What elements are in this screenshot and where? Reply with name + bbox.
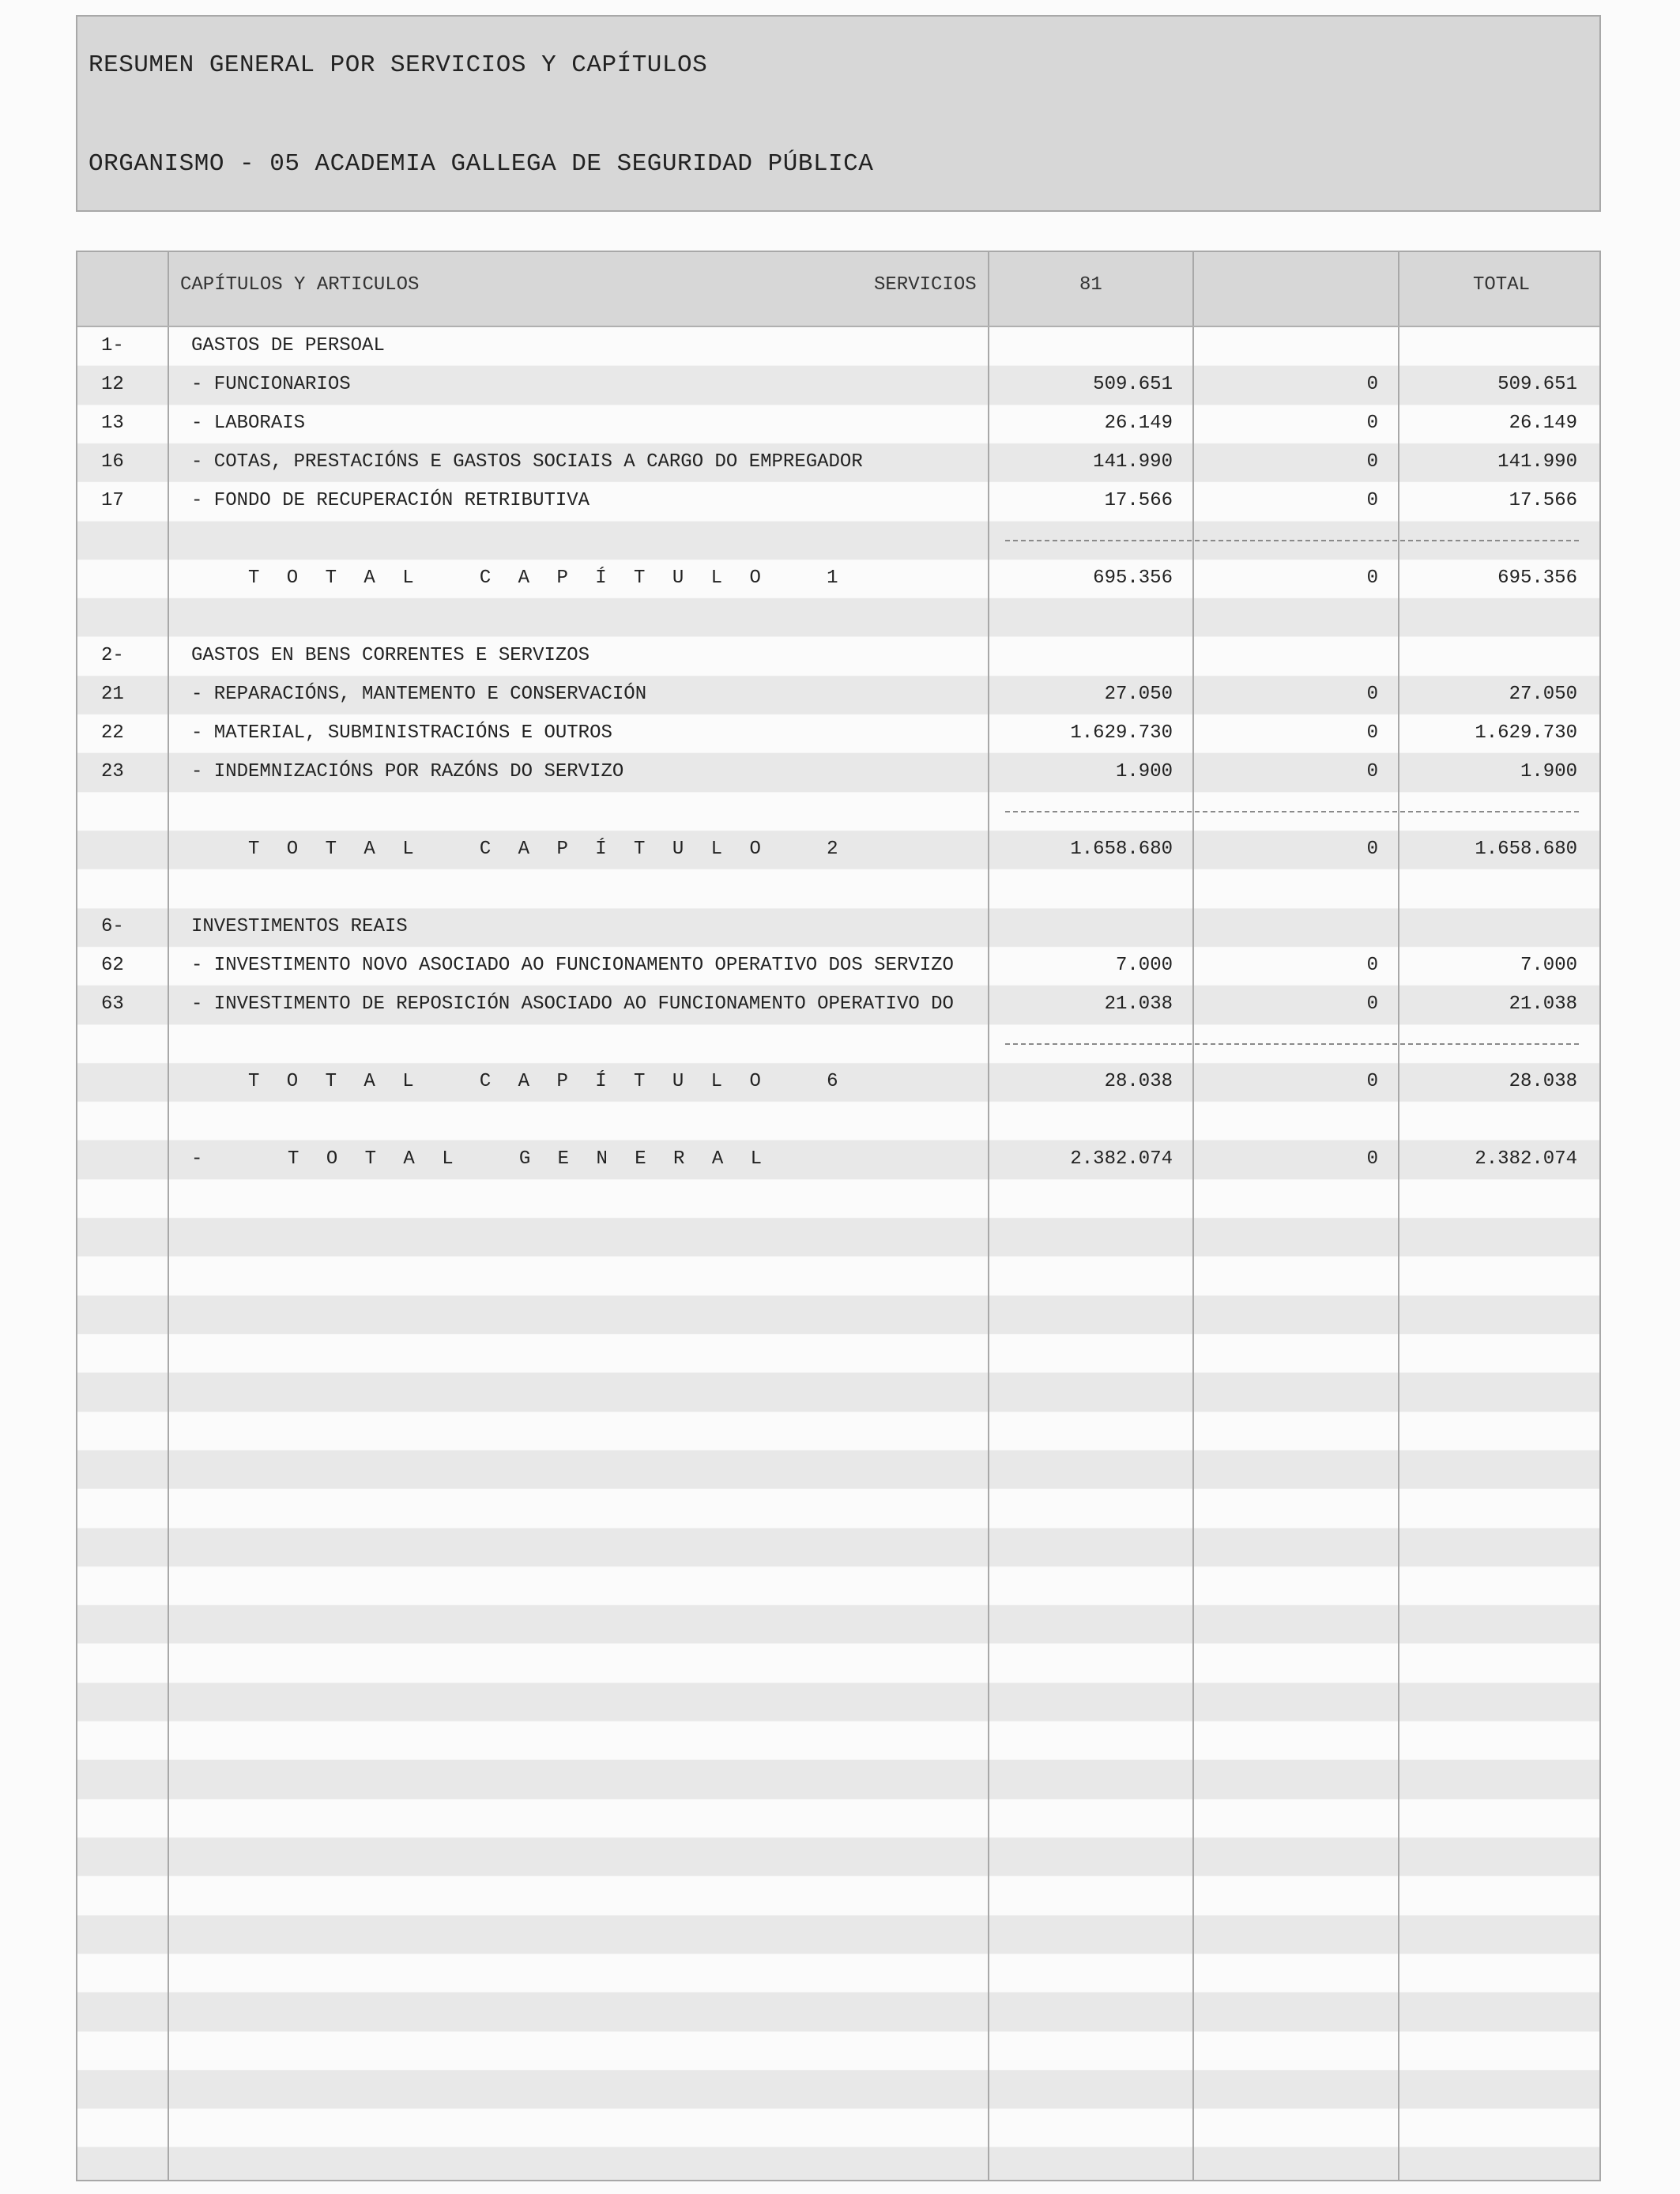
table-row [77,947,1599,986]
row-value-column-2: 0 [1366,684,1378,705]
table-row [77,560,1599,598]
table-row [77,676,1599,714]
row-label: - MATERIAL, SUBMINISTRACIÓNS E OUTROS [191,722,612,744]
row-value-service-81: 7.000 [1115,955,1173,976]
row-code: 63 [101,993,124,1015]
table-row [77,831,1599,869]
row-value-total: 1.629.730 [1475,722,1577,744]
row-value-service-81: 26.149 [1104,413,1173,434]
row-value-column-2: 0 [1366,761,1378,782]
row-value-total: 17.566 [1509,490,1577,511]
row-value-service-81: 27.050 [1104,684,1173,705]
row-label: - INVESTIMENTO NOVO ASOCIADO AO FUNCIONAMENTO OPERATIVO DOS SERVIZO [191,955,954,976]
row-value-column-2: 0 [1366,1071,1378,1092]
table-row [77,598,1599,637]
subtotal-dashed-rule [1005,811,1579,812]
row-value-service-81: 1.658.680 [1070,839,1173,860]
budget-table [76,251,1601,2181]
table-row [77,327,1599,366]
table-row [77,1063,1599,1102]
row-value-column-2: 0 [1366,993,1378,1015]
table-row [77,1024,1599,1063]
table-row [77,637,1599,676]
column-header-capitulos: CAPÍTULOS Y ARTICULOS [180,274,420,296]
row-value-service-81: 141.990 [1093,451,1173,473]
row-value-service-81: 1.629.730 [1070,722,1173,744]
row-code: 17 [101,490,124,511]
row-label: - LABORAIS [191,413,306,434]
row-value-service-81: 17.566 [1104,490,1173,511]
row-value-column-2: 0 [1366,451,1378,473]
row-label: T O T A L C A P Í T U L O 1 [248,567,846,589]
row-value-column-2: 0 [1366,374,1378,395]
row-value-total: 1.658.680 [1475,839,1577,860]
table-row [77,366,1599,405]
row-value-column-2: 0 [1366,413,1378,434]
row-label: - FUNCIONARIOS [191,374,351,395]
row-value-service-81: 28.038 [1104,1071,1173,1092]
row-value-column-2: 0 [1366,490,1378,511]
row-code: 13 [101,413,124,434]
row-label: GASTOS EN BENS CORRENTES E SERVIZOS [191,645,590,666]
row-value-total: 7.000 [1520,955,1577,976]
table-row [77,405,1599,443]
row-code: 23 [101,761,124,782]
row-value-total: 509.651 [1497,374,1577,395]
header-divider [1398,252,1399,326]
row-label: - INDEMNIZACIÓNS POR RAZÓNS DO SERVIZO [191,761,624,782]
row-code: 1- [101,335,124,356]
table-row [77,443,1599,482]
row-label: - T O T A L G E N E R A L [191,1148,770,1170]
table-row [77,1102,1599,1140]
subtotal-dashed-rule [1005,1043,1579,1045]
subtotal-dashed-rule [1005,540,1579,541]
row-value-total: 1.900 [1520,761,1577,782]
row-label: INVESTIMENTOS REAIS [191,916,408,937]
row-code: 2- [101,645,124,666]
row-code: 21 [101,684,124,705]
table-row [77,482,1599,521]
row-label: - FONDO DE RECUPERACIÓN RETRIBUTIVA [191,490,590,511]
row-label: T O T A L C A P Í T U L O 6 [248,1071,846,1092]
row-value-column-2: 0 [1366,839,1378,860]
header-divider [988,252,989,326]
row-value-column-2: 0 [1366,722,1378,744]
report-title: RESUMEN GENERAL POR SERVICIOS Y CAPÍTULOS [89,51,708,79]
header-divider [1192,252,1194,326]
table-row [77,908,1599,947]
row-value-total: 26.149 [1509,413,1577,434]
row-code: 22 [101,722,124,744]
table-header [77,252,1599,327]
row-value-service-81: 2.382.074 [1070,1148,1173,1170]
row-label: T O T A L C A P Í T U L O 2 [248,839,846,860]
row-value-total: 21.038 [1509,993,1577,1015]
table-row [77,986,1599,1024]
row-value-total: 27.050 [1509,684,1577,705]
row-value-total: 141.990 [1497,451,1577,473]
table-row [77,753,1599,792]
table-row [77,1140,1599,1179]
row-value-service-81: 21.038 [1104,993,1173,1015]
table-row [77,521,1599,560]
row-value-service-81: 509.651 [1093,374,1173,395]
table-row [77,869,1599,908]
row-code: 16 [101,451,124,473]
row-value-total: 2.382.074 [1475,1148,1577,1170]
report-header [76,15,1601,212]
row-value-total: 28.038 [1509,1071,1577,1092]
row-label: - COTAS, PRESTACIÓNS E GASTOS SOCIAIS A CARGO DO EMPREGADOR [191,451,863,473]
organism-subtitle: ORGANISMO - 05 ACADEMIA GALLEGA DE SEGURIDAD PÚBLICA [89,150,874,178]
row-code: 6- [101,916,124,937]
row-value-service-81: 1.900 [1115,761,1173,782]
row-label: GASTOS DE PERSOAL [191,335,385,356]
table-row [77,792,1599,831]
row-code: 62 [101,955,124,976]
row-code: 12 [101,374,124,395]
row-value-column-2: 0 [1366,955,1378,976]
table-row [77,714,1599,753]
row-label: - REPARACIÓNS, MANTEMENTO E CONSERVACIÓN [191,684,647,705]
row-value-total: 695.356 [1497,567,1577,589]
row-value-column-2: 0 [1366,567,1378,589]
header-divider [168,252,169,326]
column-header-servicios: SERVICIOS [874,274,977,296]
column-header-service-81: 81 [1079,274,1102,296]
column-header-total: TOTAL [1473,274,1531,296]
row-label: - INVESTIMENTO DE REPOSICIÓN ASOCIADO AO FUNCIONAMENTO OPERATIVO DO [191,993,954,1015]
row-value-service-81: 695.356 [1093,567,1173,589]
row-value-column-2: 0 [1366,1148,1378,1170]
